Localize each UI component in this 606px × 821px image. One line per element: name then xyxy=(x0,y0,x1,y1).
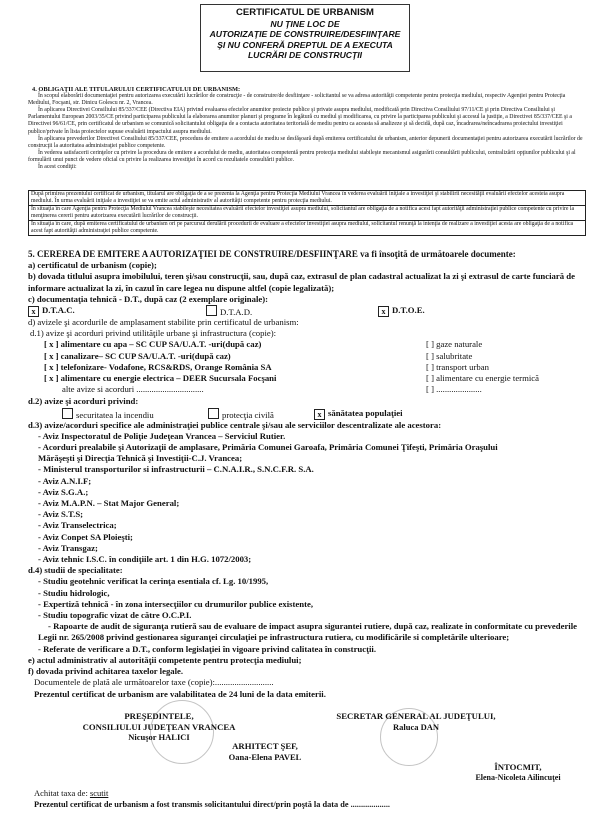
d4-item: - Studiu topografic vizat de către O.C.P.I. xyxy=(38,610,192,621)
header-line-2: NU ŢINE LOC DE xyxy=(270,18,340,29)
item-d1: d.1) avize şi acorduri privind utilităţile urbane şi infrastructura (copie): xyxy=(30,328,277,339)
section-4-paragraph: În scopul elaborării documentaţiei pentru autorizarea executării lucrărilor de construcţie - de construire/de desfiinţare - solicitantul se va adresa autorităţii competente pentru protecţia mediului, respectiv Agenţiei pentru Protecţia Mediului, Focşani, str. Dinicu Golescu nr. 2, Vrancea. xyxy=(28,93,566,107)
signature-architect xyxy=(200,741,330,762)
payment-docs: Documentele de plată ale următoarelor taxe (copie):........................... xyxy=(34,677,274,688)
architect-name: Oana-Elena PAVEL xyxy=(228,751,302,762)
notice-row: În situaţia în care, după emiterea certificatului de urbanism ori pe parcursul derulării procedurii de evaluare a efectelor investiţiei asupra mediului, solicitantul renunţă la intenţia de realizare a investiţiei acesta are obligaţia de a notifica acest fapt autorităţii administraţiei publice competente. xyxy=(31,221,574,234)
utility-item: [ ] transport urban xyxy=(426,361,489,372)
d3-item: - Aviz Transgaz; xyxy=(38,542,98,553)
d3-item: - Aviz Conpet SA Ploieşti; xyxy=(38,531,133,542)
utility-item: [ ] ..................... xyxy=(426,384,482,395)
public-health-checkbox[interactable]: x xyxy=(314,409,325,420)
item-d2: d.2) avize şi acorduri privind: xyxy=(28,396,139,407)
notice-row: În situaţia în care Agenţia pentru Protecţia Mediului Vrancea stabileşte necesitatea evaluării efectelor investiţiei asupra mediului, solicitantul are obligaţia de a notifica acest fapt autorităţii administraţiei publice competente cu privire la menţinerea cererii pentru autorizarea executării lucrărilor de construcţii. xyxy=(29,206,585,221)
section-4-paragraph: În acest condiţii: xyxy=(38,164,77,171)
public-health-option: x sănătatea populaţiei xyxy=(314,408,403,420)
header-line-3: AUTORIZAŢIE DE CONSTRUIRE/DESFIINŢARE xyxy=(209,29,401,39)
header-line-4: ŞI NU CONFERĂ DREPTUL DE A EXECUTA LUCRĂRI DE CONSTRUCŢII xyxy=(217,39,393,60)
fire-safety-option: securitatea la incendiu xyxy=(62,408,154,421)
utility-item: [ ] salubritate xyxy=(426,350,473,361)
fee-value: scutit xyxy=(89,788,109,798)
d3-list xyxy=(28,431,590,565)
utility-item: [ x ] alimentare cu energie electrica – DEER Sucursala Focşani xyxy=(44,373,277,384)
notice-row: După primirea prezentului certificat de urbanism, titularul are obligaţia de a se prezenta la Agenţia pentru Protecţia Mediului Vrancea în vederea evaluării iniţiale a investiţiei şi stabilirii necesităţii evaluării efectelor acesteia asupra mediului. În urma evaluării iniţiale a investiţiei se va emite actul administrativ al autorităţii competente pentru protecţia mediului. xyxy=(29,191,585,206)
section-5-title: 5. CEREREA DE EMITERE A AUTORIZAŢIEI DE CONSTRUIRE/DESFIINŢARE va fi însoţită de următoarele documente: xyxy=(28,249,516,259)
utility-item: [ x ] alimentare cu apa – SC CUP SA/U.A.T. -uri(după caz) xyxy=(44,339,262,350)
item-f: f) dovada privind achitarea taxelor legale. xyxy=(28,666,184,677)
rapoarte-item: - Rapoarte de audit de siguranţa rutieră sau de evaluare de impact asupra sigurantei rutiere, după caz, realizate in conformitate cu prevederile Legii nr. 265/2008 privind gestionarea siguranţei circulaţiei pe infrastructura rutiera, cu modificările si completările ulterioare; xyxy=(38,621,577,643)
dtoe-option: x D.T.O.E. xyxy=(378,305,425,317)
d3-item: - Aviz tehnic I.S.C. în condiţiile art. 1 din H.G. 1072/2003; xyxy=(38,554,252,565)
prepared-by-name: Elena-Nicoleta Ailincuţei xyxy=(475,772,561,782)
header-line-1: CERTIFICATUL DE URBANISM xyxy=(236,7,374,18)
validity-note: Prezentul certificat de urbanism are valabilitatea de 24 luni de la data emiterii. xyxy=(34,688,326,699)
dtac-option: x D.T.A.C. xyxy=(28,305,75,317)
item-b: b) dovada titlului asupra imobilului, teren şi/sau construcţii, sau, după caz, extrasul de plan cadastral actualizat la zi şi extrasul de carte funciară de informare actualizat la zi, în cazul în care legea nu dispune altfel (copie legalizată); xyxy=(28,271,575,293)
section-4-paragraph: În aplicarea Directivei Consiliului 85/337/CEE (Directiva EIA) privind evaluarea efectelor anumitor proiecte publice şi private asupra mediului, modificată prin Directiva Consiliului 97/11/CE şi prin Directiva Consiliului şi Parlamentului European 2003/35/CE privind participarea publicului la elaborarea anumitor planuri şi programe în legătură cu mediul şi modificarea, cu privire la participarea publicului şi accesul la justiţie, a Directivei 85/337/CEE şi a Directivei 96/61/CE, prin certificatul de urbanism se comunică solicitantului obligaţia de a contacta autoritatea teritorială de mediu pentru ca aceasta să analizeze şi să decidă, după caz, încadrarea/neîncadrarea proiectului investiţiei publice/private în lista proiectelor supuse evaluării impactului asupra mediului. xyxy=(28,107,572,135)
civil-protection-option: protecţia civilă xyxy=(208,408,274,421)
transmission-note: Prezentul certificat de urbanism a fost transmis solicitantului direct/prin poştă la data de ................... xyxy=(34,800,390,809)
d3-item: - Aviz S.G.A.; xyxy=(38,486,89,497)
utilities-block xyxy=(28,339,590,396)
secretary-title: SECRETAR GENERAL AL JUDEŢULUI, xyxy=(336,711,496,721)
item-d: d) avizele şi acordurile de amplasament stabilite prin certificatul de urbanism: xyxy=(28,317,299,328)
d4-item: - Studiu hidrologic, xyxy=(38,587,110,598)
signature-prepared-by xyxy=(438,762,598,783)
d4-item: - Studiu geotehnic verificat la cerinţa esentiala cf. Lg. 10/1995, xyxy=(38,576,269,587)
d3-item: - Aviz A.N.I.F; xyxy=(38,475,92,486)
president-name: Nicuşor HALICI xyxy=(128,732,190,742)
d3-item: - Aviz Inspectoratul de Poliţie Judeţean Vrancea – Serviciul Rutier. xyxy=(38,430,286,441)
signature-president xyxy=(64,711,254,743)
utility-item: [ ] alimentare cu energie termică xyxy=(426,373,539,384)
dtad-checkbox[interactable] xyxy=(206,305,217,316)
fire-safety-checkbox[interactable] xyxy=(62,408,73,419)
item-d4: d.4) studii de specialitate: xyxy=(28,565,123,576)
d2-options-row xyxy=(28,408,590,420)
d4-item: - Expertiză tehnică - în zona intersecţiilor cu drumurilor publice existente, xyxy=(38,598,313,609)
utilities-left xyxy=(44,339,374,395)
section-4 xyxy=(28,86,588,171)
d3-item: - Aviz Transelectrica; xyxy=(38,520,117,531)
dt-options-row xyxy=(28,305,590,317)
section-4-paragraph: În aplicarea prevederilor Directivei Consiliului 85/337/CEE, procedura de emitere a acordului de mediu se desfăşoară după emiterea certificatului de urbanism, anterior depunerii documentaţiei pentru autorizarea executării lucrărilor de construcţii la autoritatea administraţiei publice competente. xyxy=(28,135,583,149)
item-d3: d.3) avize/acorduri specifice ale administraţiei publice centrale şi/sau ale serviciilor descentralizate ale acestora: xyxy=(28,419,442,430)
utility-item: [ ] gaze naturale xyxy=(426,339,483,350)
d4-list xyxy=(28,576,590,654)
secretary-name: Raluca DAN xyxy=(392,721,440,732)
d3-item: - Aviz M.A.P.N. – Stat Major General; xyxy=(38,498,180,509)
signature-secretary xyxy=(296,711,536,732)
d3-item: - Acorduri prealabile şi Autorizaţii de amplasare, Primăria Comunei Garoafa, Primăria Comunei Ţifeşti, Primăria Oraşului xyxy=(38,442,498,453)
section-4-notice-box xyxy=(28,190,586,236)
utility-item-other: alte avize si acorduri ............................... xyxy=(62,384,204,395)
dtad-option: D.T.A.D. xyxy=(206,305,252,318)
utilities-right xyxy=(426,339,586,395)
d3-item: Mărăşeşti şi Direcţia Tehnică şi Investiţii-C.J. Vrancea; xyxy=(38,453,243,464)
dtoe-checkbox[interactable]: x xyxy=(378,306,389,317)
civil-protection-checkbox[interactable] xyxy=(208,408,219,419)
section-5 xyxy=(28,249,590,700)
d3-item: - Aviz S.T.S; xyxy=(38,509,84,520)
item-a: a) certificatul de urbanism (copie); xyxy=(28,260,157,271)
section-4-title: 4. OBLIGAŢII ALE TITULARULUI CERTIFICATULUI DE URBANISM: xyxy=(32,86,241,93)
utility-item: [ x ] telefonizare- Vodafone, RCS&RDS, Orange România SA xyxy=(44,361,272,372)
section-4-paragraph: În vederea satisfacerii cerinţelor cu privire la procedura de emitere a acordului de mediu, autoritatea competentă pentru protecţia mediului stabileşte mecanismul asigurării consultării publicului, centralizării opţiunilor publicului şi al formulării unui punct de vedere oficial cu privire la realizarea investiţiei în acord cu rezultatele consultării publice. xyxy=(28,149,576,163)
dtac-checkbox[interactable]: x xyxy=(28,306,39,317)
item-e: e) actul administrativ al autorităţii competente pentru protecţia mediului; xyxy=(28,654,302,665)
president-org: CONSILIULUI JUDEŢEAN VRANCEA xyxy=(82,721,236,732)
president-title: PREŞEDINTELE, xyxy=(124,711,194,721)
utility-item: [ x ] canalizare– SC CUP SA/U.A.T. -uri(după caz) xyxy=(44,350,231,361)
architect-title: ARHITECT ŞEF, xyxy=(232,741,298,751)
header-box xyxy=(200,4,410,72)
prepared-by-title: ÎNTOCMIT, xyxy=(494,762,542,772)
fee-line xyxy=(34,788,108,798)
referate-item: - Referate de verificare a D.T., conform legislaţiei în vigoare privind calitatea în construcţii. xyxy=(38,643,377,654)
item-c: c) documentaţia tehnică - D.T., după caz (2 exemplare originale): xyxy=(28,293,268,304)
fee-label: Achitat taxa de: xyxy=(34,788,88,798)
d3-item: - Ministerul transporturilor si infrastructurii – C.N.A.I.R., S.N.C.F.R. S.A. xyxy=(38,464,314,475)
